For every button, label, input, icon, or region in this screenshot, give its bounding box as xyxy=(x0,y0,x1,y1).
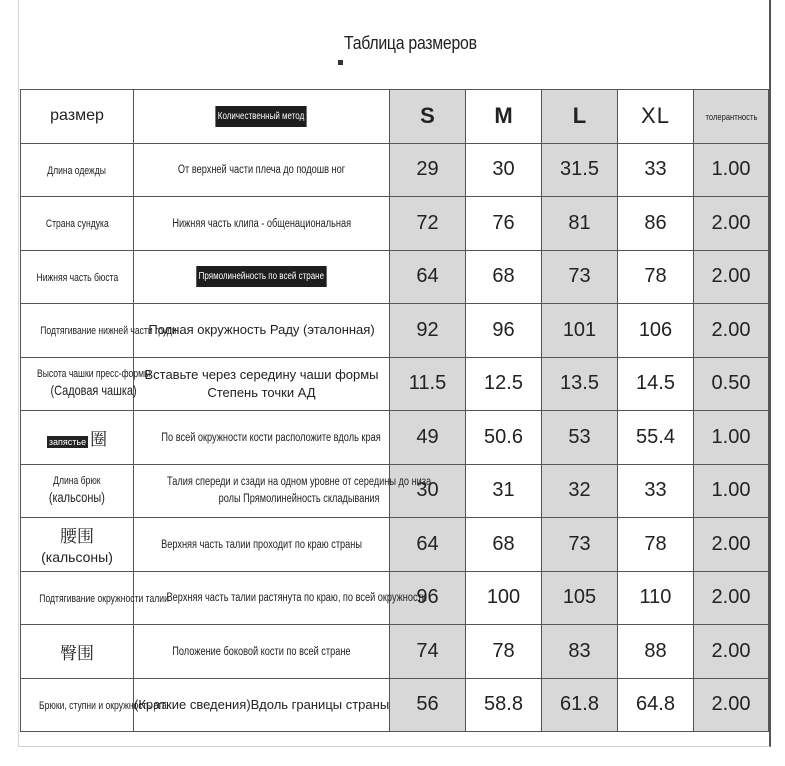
measurement-method: Прямолинейность по всей стране xyxy=(134,250,390,304)
value-xl: 55.4 xyxy=(618,411,694,465)
value-s: 11.5 xyxy=(390,357,466,411)
value-l: 101 xyxy=(542,304,618,358)
tolerance-value: 0.50 xyxy=(694,357,769,411)
value-m: 78 xyxy=(466,625,542,679)
value-xl: 86 xyxy=(618,197,694,251)
value-s: 64 xyxy=(390,250,466,304)
value-xl: 110 xyxy=(618,571,694,625)
measurement-method: Полная окружность Раду (эталонная) xyxy=(134,304,390,358)
value-s: 29 xyxy=(390,143,466,197)
value-xl: 88 xyxy=(618,625,694,679)
value-xl: 33 xyxy=(618,143,694,197)
table-row xyxy=(21,518,769,572)
table-row xyxy=(21,357,769,411)
measurement-method: Верхняя часть талии проходит по краю страны xyxy=(134,518,390,572)
measurement-method: Талия спереди и сзади на одном уровне от середины до низа ролы Прямолинейность складывания xyxy=(134,464,390,518)
title-mark xyxy=(338,60,343,65)
tolerance-value: 2.00 xyxy=(694,304,769,358)
value-m: 58.8 xyxy=(466,678,542,732)
header-param: размер xyxy=(21,90,134,144)
tolerance-value: 1.00 xyxy=(694,143,769,197)
tolerance-value: 1.00 xyxy=(694,464,769,518)
value-l: 32 xyxy=(542,464,618,518)
measurement-method: Положение боковой кости по всей стране xyxy=(134,625,390,679)
value-m: 76 xyxy=(466,197,542,251)
header-size-xl: XL xyxy=(618,90,694,144)
value-m: 68 xyxy=(466,518,542,572)
value-xl: 78 xyxy=(618,518,694,572)
measurement-name: Высота чашки пресс-формы (Садовая чашка) xyxy=(21,357,134,411)
table-row xyxy=(21,197,769,251)
value-l: 83 xyxy=(542,625,618,679)
value-l: 13.5 xyxy=(542,357,618,411)
table-row xyxy=(21,304,769,358)
value-m: 30 xyxy=(466,143,542,197)
value-s: 56 xyxy=(390,678,466,732)
value-l: 61.8 xyxy=(542,678,618,732)
value-l: 31.5 xyxy=(542,143,618,197)
measurement-name: Длина одежды xyxy=(21,143,134,197)
measurement-method: (Краткие сведения)Вдоль границы страны xyxy=(134,678,390,732)
value-xl: 33 xyxy=(618,464,694,518)
measurement-method: Верхняя часть талии растянута по краю, по всей окружности xyxy=(134,571,390,625)
table-row xyxy=(21,143,769,197)
header-size-m: M xyxy=(466,90,542,144)
value-l: 81 xyxy=(542,197,618,251)
measurement-name: запястье 圈 xyxy=(21,411,134,465)
value-s: 92 xyxy=(390,304,466,358)
measurement-name: Страна сундука xyxy=(21,197,134,251)
measurement-name: Подтягивание окружности талии xyxy=(21,571,134,625)
header-size-l: L xyxy=(542,90,618,144)
table-row xyxy=(21,625,769,679)
value-m: 31 xyxy=(466,464,542,518)
value-l: 73 xyxy=(542,250,618,304)
tolerance-value: 2.00 xyxy=(694,625,769,679)
value-s: 96 xyxy=(390,571,466,625)
measurement-name: Длина брюк (кальсоны) xyxy=(21,464,134,518)
measurement-name: Нижняя часть бюста xyxy=(21,250,134,304)
name-badge: запястье xyxy=(48,436,87,447)
measurement-method: По всей окружности кости расположите вдоль края xyxy=(134,411,390,465)
value-xl: 106 xyxy=(618,304,694,358)
header-row xyxy=(21,90,769,144)
value-m: 100 xyxy=(466,571,542,625)
measurement-method: Вставьте через середину чаши формы Степень точки АД xyxy=(134,357,390,411)
tolerance-value: 1.00 xyxy=(694,411,769,465)
value-s: 72 xyxy=(390,197,466,251)
value-xl: 64.8 xyxy=(618,678,694,732)
value-m: 68 xyxy=(466,250,542,304)
header-method: Количественный метод xyxy=(134,90,390,144)
value-l: 105 xyxy=(542,571,618,625)
value-xl: 14.5 xyxy=(618,357,694,411)
table-row xyxy=(21,411,769,465)
measurement-name: 臀围 xyxy=(21,625,134,679)
tolerance-value: 2.00 xyxy=(694,250,769,304)
value-s: 49 xyxy=(390,411,466,465)
page-title: Таблица размеров xyxy=(344,33,477,53)
table-row xyxy=(21,678,769,732)
size-chart-table xyxy=(20,89,769,732)
value-m: 96 xyxy=(466,304,542,358)
header-tolerance: толерантность xyxy=(694,90,769,144)
measurement-method: Нижняя часть клипа - общенациональная xyxy=(134,197,390,251)
measurement-name: Подтягивание нижней части груди xyxy=(21,304,134,358)
value-l: 53 xyxy=(542,411,618,465)
value-m: 12.5 xyxy=(466,357,542,411)
table-row xyxy=(21,464,769,518)
tolerance-value: 2.00 xyxy=(694,678,769,732)
tolerance-value: 2.00 xyxy=(694,518,769,572)
value-s: 74 xyxy=(390,625,466,679)
value-l: 73 xyxy=(542,518,618,572)
header-size-s: S xyxy=(390,90,466,144)
table-row xyxy=(21,250,769,304)
measurement-name: Брюки, ступни и окружность рта xyxy=(21,678,134,732)
value-xl: 78 xyxy=(618,250,694,304)
measurement-name: 腰围 (кальсоны) xyxy=(21,518,134,572)
tolerance-value: 2.00 xyxy=(694,571,769,625)
value-s: 30 xyxy=(390,464,466,518)
tolerance-value: 2.00 xyxy=(694,197,769,251)
measurement-method: От верхней части плеча до подошв ног xyxy=(134,143,390,197)
value-m: 50.6 xyxy=(466,411,542,465)
table-row xyxy=(21,571,769,625)
value-s: 64 xyxy=(390,518,466,572)
